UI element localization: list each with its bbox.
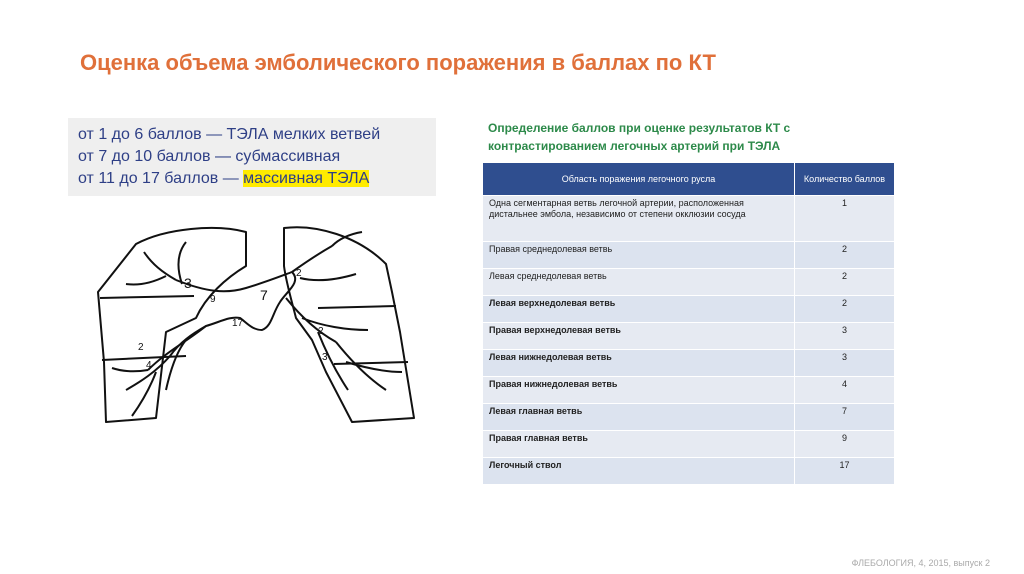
- row-area: Левая главная ветвь: [483, 404, 795, 431]
- row-points: 2: [795, 242, 895, 269]
- row-area: Легочный ствол: [483, 458, 795, 485]
- table-row: [483, 377, 895, 404]
- table-row: [483, 296, 895, 323]
- label-left-upper: 2: [296, 268, 302, 279]
- row-area: Правая главная ветвь: [483, 431, 795, 458]
- footer-source: ФЛЕБОЛОГИЯ, 4, 2015, выпуск 2: [851, 558, 990, 568]
- right-lung-outline: [98, 228, 246, 422]
- label-left-main: 7: [260, 287, 268, 303]
- label-left-lower: 3: [322, 352, 328, 363]
- table-row: [483, 269, 895, 296]
- massive-highlight: массивная ТЭЛА: [243, 170, 370, 187]
- left-lung-fissure-upper: [318, 306, 396, 308]
- row-points: 3: [795, 323, 895, 350]
- row-points: 1: [795, 196, 895, 242]
- page-title: Оценка объема эмболического поражения в баллах по КТ: [80, 50, 716, 75]
- left-lung-fissure-lower: [334, 362, 408, 364]
- right-lung-fissure-lower: [102, 356, 186, 360]
- score-range-submassive: от 7 до 10 баллов — субмассивная: [78, 148, 341, 165]
- row-points: 4: [795, 377, 895, 404]
- label-left-middle: 2: [318, 326, 324, 337]
- label-right-trunk: 9: [210, 294, 216, 305]
- label-right-lower: 4: [146, 360, 152, 371]
- header-points: Количество баллов: [795, 163, 895, 196]
- row-area: Левая нижнедолевая ветвь: [483, 350, 795, 377]
- table-row: [483, 350, 895, 377]
- row-area: Правая среднедолевая ветвь: [483, 242, 795, 269]
- table-row: [483, 458, 895, 485]
- header-area: Область поражения легочного русла: [483, 163, 795, 196]
- row-points: 2: [795, 296, 895, 323]
- row-points: 3: [795, 350, 895, 377]
- label-trunk: 17: [232, 318, 244, 329]
- row-points: 9: [795, 431, 895, 458]
- table-row: [483, 323, 895, 350]
- row-area: Правая верхнедолевая ветвь: [483, 323, 795, 350]
- row-points: 7: [795, 404, 895, 431]
- left-lung-outline: [284, 227, 414, 422]
- left-branches: [286, 232, 402, 390]
- pulmonary-artery-diagram: [96, 222, 416, 444]
- score-ranges-box: [68, 118, 436, 196]
- score-range-massive-prefix: от 11 до 17 баллов —: [78, 170, 244, 187]
- row-area: Одна сегментарная ветвь легочной артерии, расположенная дистальнее эмбола, независимо от степени окклюзии сосуда: [483, 196, 795, 242]
- score-table: [482, 162, 895, 485]
- score-range-small: от 1 до 6 баллов — ТЭЛА мелких ветвей: [78, 126, 381, 143]
- score-range-massive: [78, 168, 436, 190]
- table-row: [483, 431, 895, 458]
- right-lung-fissure-upper: [100, 296, 194, 298]
- table-caption: Определение баллов при оценке результатов КТ с контрастированием легочных артерий при ТЭЛА: [488, 121, 791, 153]
- table-header-row: [483, 163, 895, 196]
- table-row: [483, 404, 895, 431]
- label-right-middle: 2: [138, 342, 144, 353]
- label-right-main: 3: [184, 275, 192, 291]
- row-area: Левая верхнедолевая ветвь: [483, 296, 795, 323]
- table-row: [483, 242, 895, 269]
- row-points: 2: [795, 269, 895, 296]
- row-area: Левая среднедолевая ветвь: [483, 269, 795, 296]
- row-area: Правая нижнедолевая ветвь: [483, 377, 795, 404]
- row-points: 17: [795, 458, 895, 485]
- table-row: [483, 196, 895, 242]
